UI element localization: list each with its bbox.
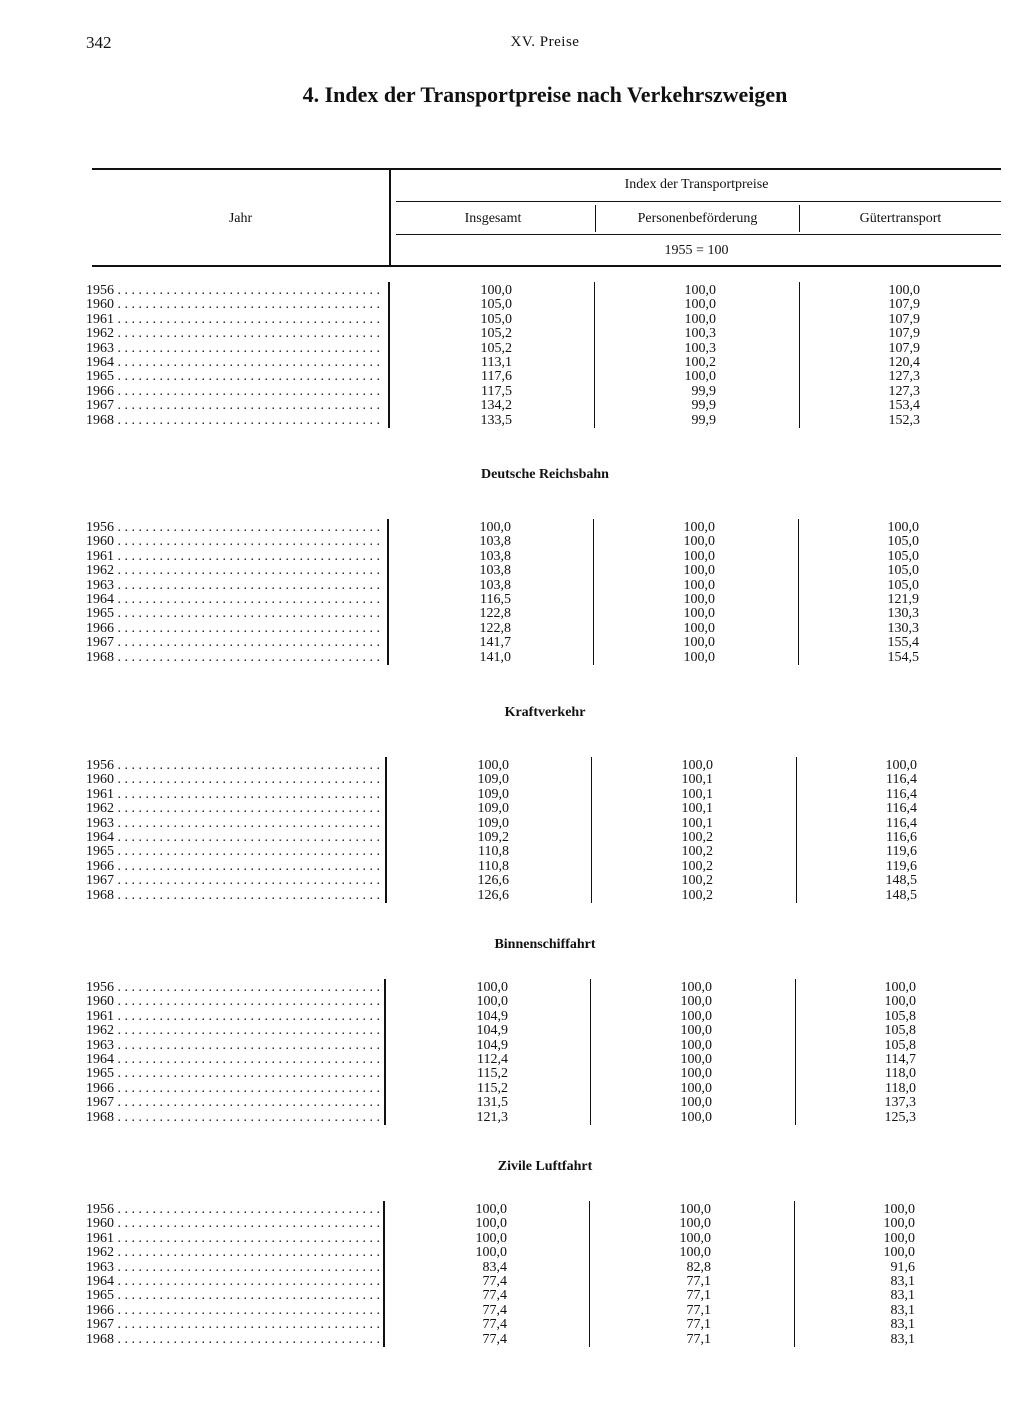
table-row [0, 859, 1024, 874]
year-cell: 1964 . . . [86, 1052, 380, 1067]
insgesamt-cell: 133,5 [480, 413, 512, 428]
table-row [0, 888, 1024, 903]
personen-cell: 100,2 [681, 859, 713, 874]
table-row [0, 816, 1024, 831]
year-cell: 1966 . . . [86, 1081, 380, 1096]
year-cell: 1962 . . . [86, 326, 380, 341]
table-row [0, 355, 1024, 370]
personen-cell: 100,0 [680, 1023, 712, 1038]
gueter-cell: 116,6 [886, 830, 917, 845]
header-col-gueter: Gütertransport [859, 211, 942, 226]
section-title: Binnenschiffahrt [494, 937, 596, 952]
personen-cell: 77,1 [686, 1303, 711, 1318]
table-row [0, 297, 1024, 312]
table-row [0, 772, 1024, 787]
insgesamt-cell: 105,0 [480, 312, 512, 327]
insgesamt-cell: 109,0 [477, 816, 509, 831]
personen-cell: 77,1 [686, 1288, 711, 1303]
personen-cell: 100,0 [683, 578, 715, 593]
gueter-cell: 100,0 [888, 283, 920, 298]
year-cell: 1962 . . . [86, 801, 380, 816]
insgesamt-cell: 134,2 [480, 398, 512, 413]
personen-cell: 100,0 [683, 592, 715, 607]
personen-cell: 100,1 [681, 787, 713, 802]
year-cell: 1968 . . . [86, 888, 380, 903]
table-row [0, 326, 1024, 341]
personen-cell: 100,0 [681, 758, 713, 773]
personen-cell: 100,0 [680, 1009, 712, 1024]
insgesamt-cell: 103,8 [479, 534, 511, 549]
section-title: Zivile Luftfahrt [497, 1159, 593, 1174]
header-group-label: Index der Transportpreise [624, 177, 769, 192]
table-row [0, 398, 1024, 413]
gueter-cell: 114,7 [885, 1052, 916, 1067]
insgesamt-cell: 77,4 [482, 1288, 507, 1303]
insgesamt-cell: 110,8 [478, 859, 509, 874]
gueter-cell: 100,0 [887, 520, 919, 535]
table-row [0, 1332, 1024, 1347]
personen-cell: 100,0 [683, 621, 715, 636]
insgesamt-cell: 115,2 [477, 1081, 508, 1096]
personen-cell: 100,1 [681, 816, 713, 831]
table-row [0, 1231, 1024, 1246]
table-row [0, 592, 1024, 607]
table-row [0, 1216, 1024, 1231]
table-row [0, 621, 1024, 636]
insgesamt-cell: 104,9 [476, 1009, 508, 1024]
year-cell: 1962 . . . [86, 563, 380, 578]
year-cell: 1960 . . . [86, 994, 380, 1009]
insgesamt-cell: 100,0 [475, 1202, 507, 1217]
table-row [0, 1095, 1024, 1110]
gueter-cell: 105,8 [884, 1023, 916, 1038]
header-bottom-rule [92, 265, 1001, 267]
gueter-cell: 121,9 [887, 592, 919, 607]
table-row [0, 635, 1024, 650]
year-cell: 1961 . . . [86, 1009, 380, 1024]
table-row [0, 1245, 1024, 1260]
year-cell: 1966 . . . [86, 621, 380, 636]
table-row [0, 1038, 1024, 1053]
table-row [0, 1303, 1024, 1318]
personen-cell: 100,0 [679, 1231, 711, 1246]
insgesamt-cell: 122,8 [479, 606, 511, 621]
table-row [0, 413, 1024, 428]
insgesamt-cell: 110,8 [478, 844, 509, 859]
year-cell: 1961 . . . [86, 312, 380, 327]
table-row [0, 1110, 1024, 1125]
personen-cell: 100,2 [684, 355, 716, 370]
year-cell: 1960 . . . [86, 772, 380, 787]
year-cell: 1968 . . . [86, 1110, 380, 1125]
year-cell: 1963 . . . [86, 816, 380, 831]
gueter-cell: 125,3 [884, 1110, 916, 1125]
insgesamt-cell: 105,2 [480, 326, 512, 341]
year-cell: 1961 . . . [86, 549, 380, 564]
insgesamt-cell: 131,5 [476, 1095, 508, 1110]
personen-cell: 99,9 [691, 398, 716, 413]
gueter-cell: 154,5 [887, 650, 919, 665]
table-row [0, 384, 1024, 399]
gueter-cell: 105,8 [884, 1009, 916, 1024]
year-cell: 1956 . . . [86, 980, 380, 995]
personen-cell: 100,0 [679, 1245, 711, 1260]
year-cell: 1963 . . . [86, 578, 380, 593]
personen-cell: 100,0 [679, 1216, 711, 1231]
year-cell: 1968 . . . [86, 650, 380, 665]
gueter-cell: 130,3 [887, 606, 919, 621]
personen-cell: 77,1 [686, 1317, 711, 1332]
table-row [0, 520, 1024, 535]
year-cell: 1964 . . . [86, 1274, 380, 1289]
table-row [0, 758, 1024, 773]
insgesamt-cell: 100,0 [475, 1231, 507, 1246]
header-stub-label: Jahr [228, 211, 253, 226]
personen-cell: 100,0 [680, 1095, 712, 1110]
personen-cell: 100,2 [681, 873, 713, 888]
table-row [0, 549, 1024, 564]
personen-cell: 100,0 [684, 312, 716, 327]
insgesamt-cell: 121,3 [476, 1110, 508, 1125]
insgesamt-cell: 122,8 [479, 621, 511, 636]
personen-cell: 99,9 [691, 384, 716, 399]
table-row [0, 830, 1024, 845]
gueter-cell: 105,0 [887, 549, 919, 564]
gueter-cell: 118,0 [885, 1066, 916, 1081]
year-cell: 1967 . . . [86, 1317, 380, 1332]
table-row [0, 980, 1024, 995]
insgesamt-cell: 126,6 [477, 873, 509, 888]
gueter-cell: 100,0 [883, 1245, 915, 1260]
table-row [0, 994, 1024, 1009]
gueter-cell: 152,3 [888, 413, 920, 428]
gueter-cell: 83,1 [890, 1317, 915, 1332]
year-cell: 1962 . . . [86, 1023, 380, 1038]
year-cell: 1968 . . . [86, 413, 380, 428]
year-cell: 1966 . . . [86, 384, 380, 399]
header-top-rule [92, 168, 1001, 170]
personen-cell: 100,0 [680, 1038, 712, 1053]
year-cell: 1960 . . . [86, 297, 380, 312]
gueter-cell: 83,1 [890, 1303, 915, 1318]
gueter-cell: 100,0 [884, 994, 916, 1009]
year-cell: 1961 . . . [86, 787, 380, 802]
gueter-cell: 148,5 [885, 888, 917, 903]
insgesamt-cell: 104,9 [476, 1038, 508, 1053]
gueter-cell: 105,0 [887, 578, 919, 593]
personen-cell: 100,0 [683, 534, 715, 549]
gueter-cell: 137,3 [884, 1095, 916, 1110]
table-row [0, 650, 1024, 665]
personen-cell: 100,0 [683, 563, 715, 578]
year-cell: 1956 . . . [86, 1202, 380, 1217]
insgesamt-cell: 105,0 [480, 297, 512, 312]
insgesamt-cell: 117,6 [481, 369, 512, 384]
personen-cell: 100,0 [683, 520, 715, 535]
gueter-cell: 91,6 [890, 1260, 915, 1275]
gueter-cell: 127,3 [888, 384, 920, 399]
insgesamt-cell: 100,0 [479, 520, 511, 535]
gueter-cell: 100,0 [883, 1216, 915, 1231]
year-cell: 1967 . . . [86, 873, 380, 888]
gueter-cell: 107,9 [888, 326, 920, 341]
gueter-cell: 100,0 [885, 758, 917, 773]
gueter-cell: 155,4 [887, 635, 919, 650]
table-row [0, 312, 1024, 327]
year-cell: 1965 . . . [86, 844, 380, 859]
year-cell: 1966 . . . [86, 1303, 380, 1318]
personen-cell: 99,9 [691, 413, 716, 428]
gueter-cell: 100,0 [883, 1231, 915, 1246]
year-cell: 1960 . . . [86, 534, 380, 549]
insgesamt-cell: 100,0 [475, 1245, 507, 1260]
gueter-cell: 153,4 [888, 398, 920, 413]
insgesamt-cell: 83,4 [482, 1260, 507, 1275]
table-row [0, 341, 1024, 356]
gueter-cell: 83,1 [890, 1332, 915, 1347]
table-row [0, 1202, 1024, 1217]
personen-cell: 82,8 [686, 1260, 711, 1275]
insgesamt-cell: 109,0 [477, 787, 509, 802]
year-cell: 1960 . . . [86, 1216, 380, 1231]
header-group-rule [396, 201, 1001, 202]
gueter-cell: 120,4 [888, 355, 920, 370]
gueter-cell: 100,0 [883, 1202, 915, 1217]
insgesamt-cell: 100,0 [476, 980, 508, 995]
table-row [0, 1009, 1024, 1024]
insgesamt-cell: 116,5 [480, 592, 511, 607]
personen-cell: 77,1 [686, 1274, 711, 1289]
gueter-cell: 127,3 [888, 369, 920, 384]
table-row [0, 1288, 1024, 1303]
table-row [0, 873, 1024, 888]
table-row [0, 369, 1024, 384]
insgesamt-cell: 105,2 [480, 341, 512, 356]
table-row [0, 1081, 1024, 1096]
section-title: Deutsche Reichsbahn [481, 467, 609, 482]
gueter-cell: 116,4 [886, 787, 917, 802]
personen-cell: 100,0 [684, 297, 716, 312]
year-cell: 1956 . . . [86, 758, 380, 773]
year-cell: 1964 . . . [86, 830, 380, 845]
year-cell: 1965 . . . [86, 369, 380, 384]
gueter-cell: 118,0 [885, 1081, 916, 1096]
gueter-cell: 105,0 [887, 563, 919, 578]
table-row [0, 578, 1024, 593]
personen-cell: 100,3 [684, 326, 716, 341]
running-head: XV. Preise [510, 34, 580, 50]
year-cell: 1964 . . . [86, 355, 380, 370]
insgesamt-cell: 77,4 [482, 1332, 507, 1347]
gueter-cell: 107,9 [888, 341, 920, 356]
year-cell: 1964 . . . [86, 592, 380, 607]
gueter-cell: 105,8 [884, 1038, 916, 1053]
table-row [0, 1066, 1024, 1081]
personen-cell: 77,1 [686, 1332, 711, 1347]
year-cell: 1963 . . . [86, 1260, 380, 1275]
table-title: 4. Index der Transportpreise nach Verkehrszweigen [302, 82, 788, 107]
year-cell: 1967 . . . [86, 398, 380, 413]
gueter-cell: 116,4 [886, 801, 917, 816]
gueter-cell: 83,1 [890, 1274, 915, 1289]
insgesamt-cell: 141,7 [479, 635, 511, 650]
personen-cell: 100,2 [681, 844, 713, 859]
insgesamt-cell: 103,8 [479, 563, 511, 578]
year-cell: 1965 . . . [86, 606, 380, 621]
insgesamt-cell: 126,6 [477, 888, 509, 903]
personen-cell: 100,3 [684, 341, 716, 356]
year-cell: 1962 . . . [86, 1245, 380, 1260]
personen-cell: 100,0 [680, 980, 712, 995]
personen-cell: 100,0 [684, 369, 716, 384]
table-row [0, 1317, 1024, 1332]
gueter-cell: 107,9 [888, 297, 920, 312]
personen-cell: 100,1 [681, 772, 713, 787]
header-col-personen: Personenbeförderung [637, 211, 758, 226]
year-cell: 1965 . . . [86, 1066, 380, 1081]
year-cell: 1956 . . . [86, 283, 380, 298]
gueter-cell: 105,0 [887, 534, 919, 549]
section-title: Kraftverkehr [504, 705, 586, 720]
header-base-label: 1955 = 100 [664, 243, 729, 258]
insgesamt-cell: 141,0 [479, 650, 511, 665]
gueter-cell: 148,5 [885, 873, 917, 888]
table-row [0, 1274, 1024, 1289]
gueter-cell: 119,6 [886, 844, 917, 859]
gueter-cell: 116,4 [886, 772, 917, 787]
table-row [0, 801, 1024, 816]
header-base-rule [396, 234, 1001, 235]
year-cell: 1956 . . . [86, 520, 380, 535]
personen-cell: 100,0 [680, 1110, 712, 1125]
gueter-cell: 107,9 [888, 312, 920, 327]
gueter-cell: 130,3 [887, 621, 919, 636]
year-cell: 1961 . . . [86, 1231, 380, 1246]
table-row [0, 283, 1024, 298]
year-cell: 1967 . . . [86, 1095, 380, 1110]
insgesamt-cell: 77,4 [482, 1317, 507, 1332]
year-cell: 1963 . . . [86, 1038, 380, 1053]
table-row [0, 1023, 1024, 1038]
insgesamt-cell: 103,8 [479, 549, 511, 564]
personen-cell: 100,0 [683, 549, 715, 564]
table-row [0, 563, 1024, 578]
page-number: 342 [86, 33, 112, 52]
personen-cell: 100,0 [680, 994, 712, 1009]
table-row [0, 844, 1024, 859]
personen-cell: 100,0 [680, 1066, 712, 1081]
gueter-cell: 83,1 [890, 1288, 915, 1303]
insgesamt-cell: 100,0 [477, 758, 509, 773]
year-cell: 1967 . . . [86, 635, 380, 650]
insgesamt-cell: 109,0 [477, 772, 509, 787]
year-cell: 1965 . . . [86, 1288, 380, 1303]
personen-cell: 100,0 [683, 606, 715, 621]
year-cell: 1968 . . . [86, 1332, 380, 1347]
personen-cell: 100,2 [681, 888, 713, 903]
gueter-cell: 100,0 [884, 980, 916, 995]
year-cell: 1966 . . . [86, 859, 380, 874]
insgesamt-cell: 115,2 [477, 1066, 508, 1081]
personen-cell: 100,0 [683, 635, 715, 650]
header-col-insgesamt: Insgesamt [464, 211, 522, 226]
table-row [0, 1052, 1024, 1067]
insgesamt-cell: 100,0 [475, 1216, 507, 1231]
personen-cell: 100,0 [684, 283, 716, 298]
personen-cell: 100,1 [681, 801, 713, 816]
insgesamt-cell: 100,0 [476, 994, 508, 1009]
personen-cell: 100,2 [681, 830, 713, 845]
year-cell: 1963 . . . [86, 341, 380, 356]
stub-divider [389, 170, 391, 266]
insgesamt-cell: 109,2 [477, 830, 509, 845]
insgesamt-cell: 109,0 [477, 801, 509, 816]
personen-cell: 100,0 [683, 650, 715, 665]
insgesamt-cell: 104,9 [476, 1023, 508, 1038]
table-row [0, 787, 1024, 802]
table-row [0, 1260, 1024, 1275]
insgesamt-cell: 77,4 [482, 1274, 507, 1289]
personen-cell: 100,0 [679, 1202, 711, 1217]
table-row [0, 606, 1024, 621]
insgesamt-cell: 113,1 [481, 355, 512, 370]
gueter-cell: 119,6 [886, 859, 917, 874]
insgesamt-cell: 117,5 [481, 384, 512, 399]
insgesamt-cell: 103,8 [479, 578, 511, 593]
personen-cell: 100,0 [680, 1081, 712, 1096]
insgesamt-cell: 100,0 [480, 283, 512, 298]
personen-cell: 100,0 [680, 1052, 712, 1067]
insgesamt-cell: 112,4 [477, 1052, 508, 1067]
insgesamt-cell: 77,4 [482, 1303, 507, 1318]
gueter-cell: 116,4 [886, 816, 917, 831]
table-row [0, 534, 1024, 549]
